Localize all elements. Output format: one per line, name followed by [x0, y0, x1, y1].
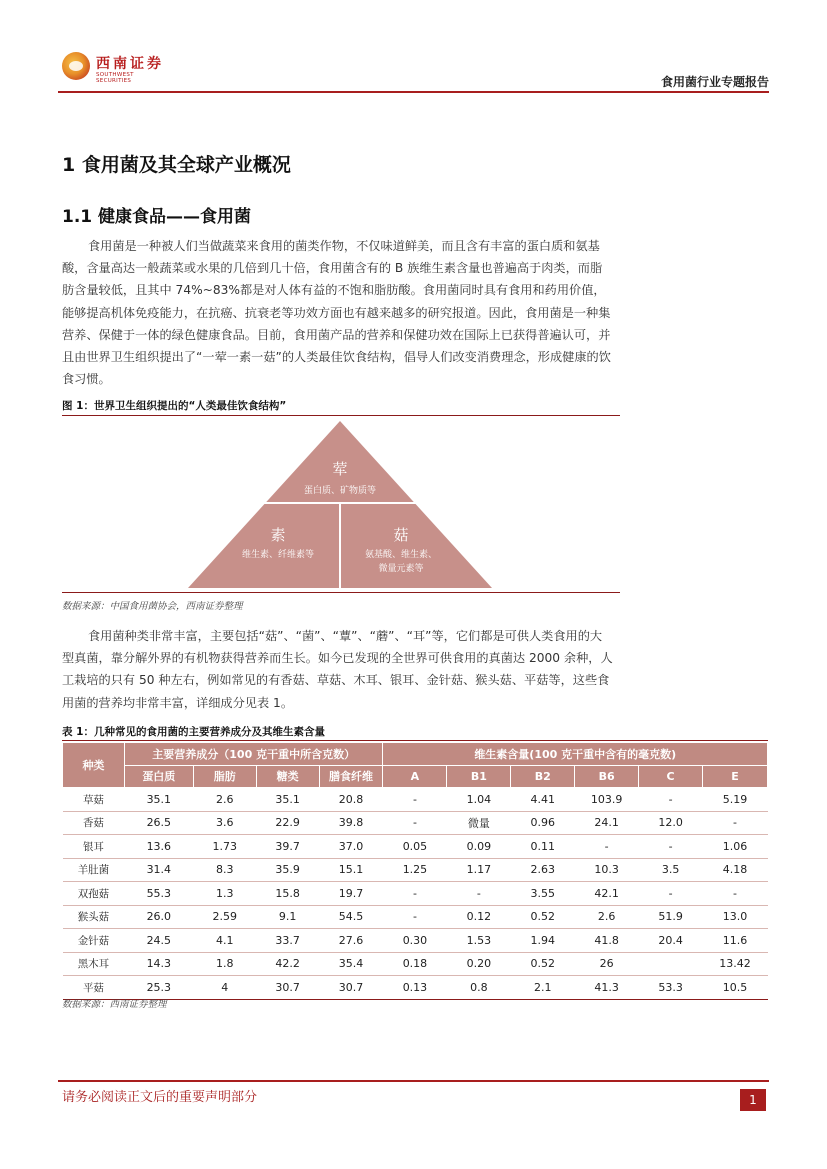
table-cell: 0.96: [511, 811, 575, 835]
table-cell: 4.41: [511, 788, 575, 812]
pyramid-right-subtitle-1: 氨基酸、维生素、: [364, 550, 438, 560]
table-cell: 0.12: [447, 905, 511, 929]
sub-header-cell: 膳食纤维: [319, 765, 383, 788]
table-cell: [639, 952, 703, 976]
table-cell: 2.6: [575, 905, 639, 929]
table-cell: 2.63: [511, 858, 575, 882]
table-cell: 3.55: [511, 882, 575, 906]
table-cell: 1.25: [383, 858, 447, 882]
table-cell: 8.3: [193, 858, 256, 882]
table-cell: 53.3: [639, 976, 703, 1000]
table-cell: 0.52: [511, 905, 575, 929]
table-cell: 0.8: [447, 976, 511, 1000]
table-cell: 0.18: [383, 952, 447, 976]
table-cell: -: [639, 788, 703, 812]
pyramid-top-title: 荤: [332, 460, 348, 478]
sub-header-cell: B2: [511, 765, 575, 788]
table-cell: -: [639, 835, 703, 859]
table-cell: 13.6: [124, 835, 193, 859]
table-cell: 103.9: [575, 788, 639, 812]
page-number: 1: [740, 1089, 766, 1111]
table-cell: 3.5: [639, 858, 703, 882]
row-name-cell: 双孢菇: [63, 882, 125, 906]
sub-header-cell: 糖类: [256, 765, 319, 788]
nutrition-table: [62, 742, 768, 1000]
table-cell: 1.04: [447, 788, 511, 812]
figure-bottom-rule: [62, 592, 620, 593]
table-cell: 26.0: [124, 905, 193, 929]
table-cell: 0.52: [511, 952, 575, 976]
row-name-cell: 黑木耳: [63, 952, 125, 976]
row-name-cell: 银耳: [63, 835, 125, 859]
table-row: [63, 858, 768, 882]
table-cell: 35.1: [124, 788, 193, 812]
logo-text-cn: 西南证券: [96, 56, 164, 72]
intro-paragraph: 食用菌是一种被人们当做蔬菜来食用的菌类作物，不仅味道鲜美，而且含有丰富的蛋白质和氨基酸，含量高达一般蔬菜或水果的几倍到几十倍，食用菌含有的 B 族维生素含量也普遍高于肉类，而脂肪含量较低，且其中 74%~83%都是对人体有益的不饱和脂肪酸。食用菌同时具有食用和药用价值，能够提高机体免疫能力，在抗癌、抗衰老等功效方面也有越来越多的研究报道。因此，食用菌是一种集营养、保健于一体的绿色健康食品。目前，食用菌产品的营养和保健功效在国际上已获得普遍认可，并且由世界卫生组织提出了“一荤一素一菇”的人类最佳饮食结构，倡导人们改变消费理念，形成健康的饮食习惯。: [62, 239, 611, 387]
sub-header-cell: 蛋白质: [124, 765, 193, 788]
table-source: 数据来源：西南证券整理: [62, 999, 167, 1010]
table-cell: 5.19: [703, 788, 768, 812]
table-cell: 1.17: [447, 858, 511, 882]
table-cell: 13.0: [703, 905, 768, 929]
table-cell: 0.13: [383, 976, 447, 1000]
table-cell: 4.18: [703, 858, 768, 882]
figure-caption: 图 1：世界卫生组织提出的“人类最佳饮食结构”: [62, 400, 287, 412]
table-cell: 1.8: [193, 952, 256, 976]
table-row: [63, 929, 768, 953]
table-cell: 0.09: [447, 835, 511, 859]
row-name-cell: 香菇: [63, 811, 125, 835]
table-cell: -: [447, 882, 511, 906]
table-cell: 12.0: [639, 811, 703, 835]
table-cell: 26.5: [124, 811, 193, 835]
row-name-cell: 草菇: [63, 788, 125, 812]
table-cell: 14.3: [124, 952, 193, 976]
logo-text-en: SOUTHWEST SECURITIES: [96, 72, 134, 84]
table-cell: 30.7: [256, 976, 319, 1000]
table-cell: -: [383, 905, 447, 929]
table-cell: 55.3: [124, 882, 193, 906]
table-cell: 24.1: [575, 811, 639, 835]
row-name-cell: 猴头菇: [63, 905, 125, 929]
table-row: [63, 811, 768, 835]
table-cell: 54.5: [319, 905, 383, 929]
table-cell: -: [383, 788, 447, 812]
table-top-rule: [62, 740, 768, 741]
table-cell: 1.73: [193, 835, 256, 859]
table-row: [63, 788, 768, 812]
table-cell: 10.3: [575, 858, 639, 882]
table-caption: 表 1：几种常见的食用菌的主要营养成分及其维生素含量: [62, 726, 325, 738]
table-cell: 35.9: [256, 858, 319, 882]
table-cell: 15.8: [256, 882, 319, 906]
table-cell: -: [575, 835, 639, 859]
table-cell: 2.6: [193, 788, 256, 812]
sub-header-cell: A: [383, 765, 447, 788]
table-cell: 41.8: [575, 929, 639, 953]
table-cell: 1.06: [703, 835, 768, 859]
table-cell: 30.7: [319, 976, 383, 1000]
pyramid-right-subtitle-2: 微量元素等: [378, 564, 424, 574]
table-cell: 11.6: [703, 929, 768, 953]
table-row: [63, 882, 768, 906]
table-cell: 22.9: [256, 811, 319, 835]
table-cell: -: [383, 882, 447, 906]
logo-emblem-icon: [62, 52, 90, 80]
table-cell: 42.1: [575, 882, 639, 906]
pyramid-right-title: 菇: [393, 526, 409, 544]
row-name-cell: 羊肚菌: [63, 858, 125, 882]
table-cell: 41.3: [575, 976, 639, 1000]
table-cell: 13.42: [703, 952, 768, 976]
table-cell: 15.1: [319, 858, 383, 882]
table-cell: 37.0: [319, 835, 383, 859]
species-paragraph: 食用菌种类非常丰富，主要包括“菇”、“菌”、“蕈”、“蘑”、“耳”等，它们都是可供人类食用的大型真菌，靠分解外界的有机物获得营养而生长。如今已发现的全世界可供食用的真菌达 2000 余种，人工栽培的只有 50 种左右，例如常见的有香菇、草菇、木耳、银耳、金针菇、猴头菇、平菇等，这些食用菌的营养均非常丰富，详细成分见表 1。: [62, 629, 613, 710]
table-cell: -: [703, 882, 768, 906]
table-cell: 20.4: [639, 929, 703, 953]
section-heading: 1 食用菌及其全球产业概况: [62, 154, 291, 176]
table-cell: 35.4: [319, 952, 383, 976]
company-logo: [62, 52, 170, 82]
table-cell: 51.9: [639, 905, 703, 929]
sub-header-cell: C: [639, 765, 703, 788]
table-cell: 1.53: [447, 929, 511, 953]
table-cell: 微量: [447, 811, 511, 835]
table-cell: 33.7: [256, 929, 319, 953]
table-cell: -: [383, 811, 447, 835]
sub-header-cell: 脂肪: [193, 765, 256, 788]
figure-source: 数据来源：中国食用菌协会，西南证券整理: [62, 601, 243, 612]
header-group-vitamins: 维生素含量(100 克干重中含有的毫克数): [383, 743, 768, 766]
table-row: [63, 835, 768, 859]
table-cell: 35.1: [256, 788, 319, 812]
table-cell: 27.6: [319, 929, 383, 953]
table-cell: 20.8: [319, 788, 383, 812]
row-name-cell: 金针菇: [63, 929, 125, 953]
table-cell: 0.30: [383, 929, 447, 953]
table-row: [63, 952, 768, 976]
table-cell: 25.3: [124, 976, 193, 1000]
table-cell: 42.2: [256, 952, 319, 976]
table-cell: 3.6: [193, 811, 256, 835]
header-kind: 种类: [63, 743, 125, 788]
table-cell: 4: [193, 976, 256, 1000]
table-cell: 0.05: [383, 835, 447, 859]
table-cell: -: [639, 882, 703, 906]
row-name-cell: 平菇: [63, 976, 125, 1000]
header-divider: [58, 91, 769, 93]
report-title: 食用菌行业专题报告: [660, 75, 769, 89]
footer-divider: [58, 1080, 769, 1082]
table-cell: 39.8: [319, 811, 383, 835]
table-cell: 2.59: [193, 905, 256, 929]
table-cell: 0.11: [511, 835, 575, 859]
table-cell: -: [703, 811, 768, 835]
header-group-nutrients: 主要营养成分（100 克干重中所含克数）: [124, 743, 383, 766]
diet-pyramid-diagram: [186, 419, 494, 590]
pyramid-top-subtitle: 蛋白质、矿物质等: [303, 486, 377, 496]
table-cell: 9.1: [256, 905, 319, 929]
table-cell: 39.7: [256, 835, 319, 859]
sub-header-cell: B6: [575, 765, 639, 788]
table-cell: 10.5: [703, 976, 768, 1000]
table-row: [63, 976, 768, 1000]
figure-top-rule: [62, 415, 620, 416]
table-cell: 0.20: [447, 952, 511, 976]
table-cell: 19.7: [319, 882, 383, 906]
pyramid-left-title: 素: [270, 526, 286, 544]
table-cell: 1.3: [193, 882, 256, 906]
sub-header-cell: E: [703, 765, 768, 788]
pyramid-left-subtitle: 维生素、纤维素等: [241, 550, 315, 560]
table-cell: 26: [575, 952, 639, 976]
table-cell: 24.5: [124, 929, 193, 953]
sub-header-cell: B1: [447, 765, 511, 788]
table-cell: 1.94: [511, 929, 575, 953]
subsection-heading: 1.1 健康食品——食用菌: [62, 207, 252, 227]
footer-disclaimer: 请务必阅读正文后的重要声明部分: [62, 1090, 258, 1105]
table-cell: 2.1: [511, 976, 575, 1000]
table-row: [63, 905, 768, 929]
table-cell: 4.1: [193, 929, 256, 953]
table-cell: 31.4: [124, 858, 193, 882]
